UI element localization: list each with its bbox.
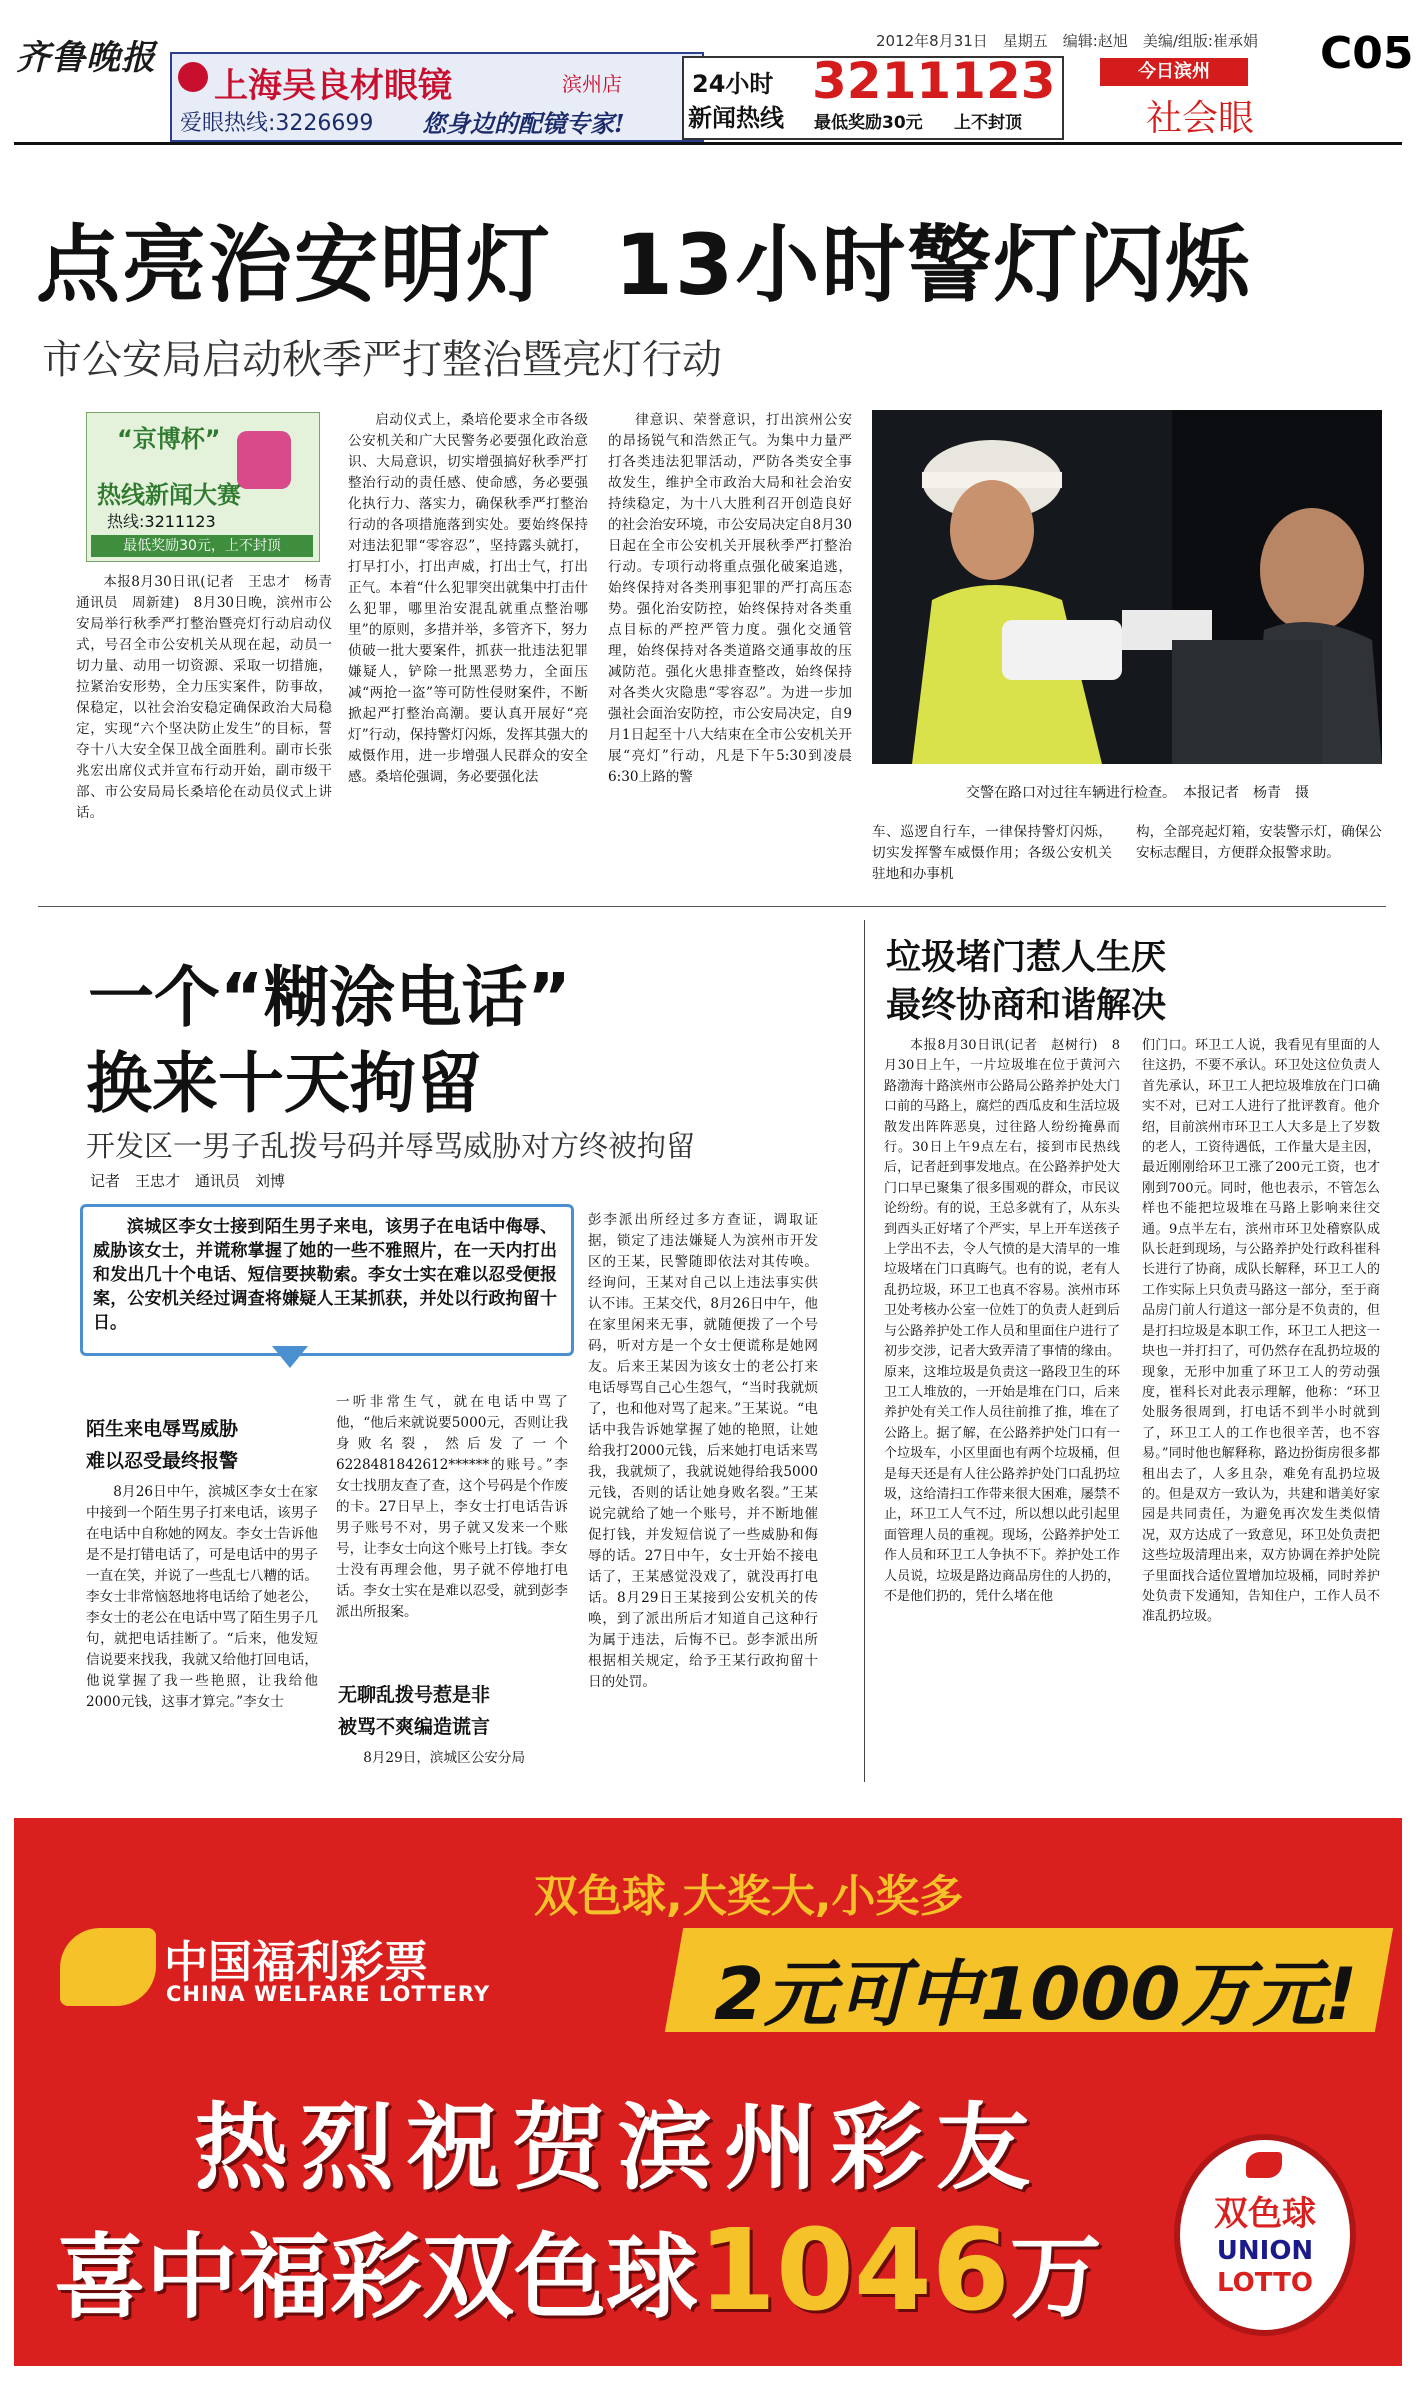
news-hotline-box: [682, 52, 1064, 140]
news-hotline-number: 3211123: [812, 52, 1056, 110]
story2-sub1-line2: 难以忍受最终报警: [86, 1450, 239, 1472]
story-divider: [864, 920, 865, 1782]
promo-box: [86, 412, 320, 562]
story1-photo: [872, 410, 1382, 764]
promo-note: 最低奖励30元，上不封顶: [91, 535, 313, 557]
news-hotline-note1: 最低奖励30元: [814, 113, 923, 133]
story3-column-2: 们门口。环卫工人说，我看见有里面的人往这扔，不要不承认。环卫处这位负责人首先承认，环卫工人把垃圾堆放在门口确实不对，已对工人进行了批评教育。他介绍，目前滨州市环卫工人大多是上了岁数的老人，工资待遇低，工作量大是主因，最近刚刚给环卫工涨了200元工资，也才刚到700元。同时，他也表示，不管怎么样也不能把垃圾堆在马路上影响来往交通。9点半左右，滨州市环卫处稽察队成队长赶到现场，与公路养护处行政科崔科长进行了协商，成队长解释，环卫工人的工作实际上只负责马路这一部分，至于商品房门前人行道这一部分是不负责的，但是打扫垃圾是本职工作，环卫工人把这一块也一并打扫了，可仍然存在乱扔垃圾的现象，无形中加重了环卫工人的劳动强度，崔科长对此表示理解，他称：“环卫处服务很周到，打电话不到半小时就到了，环卫工人的工作也很辛苦，也不容易。”同时他也解释称，路边扮街房很多都租出去了，人多且杂，难免有乱扔垃圾的。但是双方一致认为，共建和谐美好家园是共同责任，为避免再次发生类似情况，双方达成了一致意见，环卫处负责把这些垃圾清理出来，双方协调在养护处院子里面找合适位置增加垃圾桶，同时养护处负责下发通知，告知住户，工作人员不准乱扔垃圾。: [1142, 1038, 1380, 1625]
badge-en2: LOTTO: [1217, 2268, 1313, 2298]
badge-en1: UNION: [1216, 2236, 1314, 2266]
story2-summary-box: [80, 1204, 574, 1356]
story2-sub1-line1: 陌生来电辱骂威胁: [86, 1418, 239, 1440]
ad-headline2: [54, 2204, 1102, 2336]
masthead-rule: [14, 142, 1402, 145]
story2-column-3: 彭李派出所经过多方查证，调取证据，锁定了违法嫌疑人为滨州市开发区的王某，民警随即依法对其传唤。经询问，王某对自己以上违法事实供认不讳。王某交代，8月26日中午，他在家里闲来无事，就随便拨了一个号码，听对方是一个女士便谎称是她网友。后来王某因为该女士的老公打来电话辱骂自己心生怨气，“当时我就烦了，也和他对骂了起来。”王某说。“电话中我告诉她掌握了她的艳照，让她给我打2000元钱，后来她打电话来骂我，我就烦了，我就说她得给我5000元钱，否则的话让她身败名裂。”王某说完就给了她一个账号，并不断地催促打钱，并发短信说了一些威胁和侮辱的话。27日中午，女士开始不接电话了，王某感觉没戏了，就没再打电话。8月29日王某接到公安机关的传唤，到了派出所后才知道自己这种行为属于违法，后悔不已。彭李派出所根据相关规定，给予王某行政拘留十日的处罚。: [588, 1212, 818, 1690]
story1-subhead: 市公安局启动秋季严打整治暨亮灯行动: [42, 337, 722, 383]
welfare-lottery-logo-icon: [60, 1928, 156, 2006]
story2-subhead: 开发区一男子乱拨号码并辱骂威胁对方终被拘留: [86, 1129, 696, 1163]
union-lotto-badge: [1174, 2134, 1356, 2336]
story2-byline: 记者 王忠才 通讯员 刘博: [90, 1172, 286, 1190]
eyewear-logo-icon: [178, 62, 208, 92]
traffic-police-photo-icon: [872, 410, 1382, 764]
story1-column-1: 本报8月30日讯(记者 王忠才 杨青 通讯员 周新建) 8月30日晚，滨州市公安局举行秋季严打整治暨亮灯行动启动仪式，号召全市公安机关从现在起，动员一切力量、动用一切资源、采取一切措施，拉紧治安形势，全力压实案件，防事故，保稳定，以社会治安稳定确保政治大局稳定，实现“六个坚决防止发生”的目标，誓夺十八大安全保卫战全面胜利。副市长张兆宏出席仪式并宣布行动开始，副市级干部、市公安局局长桑培伦在动员仪式上讲话。: [76, 574, 346, 821]
story1-column-3: 律意识、荣誉意识，打出滨州公安的昂扬锐气和浩然正气。为集中力量严打各类违法犯罪活动，严防各类安全事故发生，维护全市政治大局和社会治安持续稳定，为十八大胜利召开创造良好的社会治安环境，市公安局决定自8月30日起在全市公安机关开展秋季严打整治行动。专项行动将重点强化破案追逃，始终保持对各类刑事犯罪的严打高压态势。强化治安防控，始终保持对各类重点目标的严控严管力度。强化交通管理，始终保持对各类道路交通事故的压减防范。强化火患排查整改，始终保持对各类火灾隐患“零容忍”。为进一步加强社会面治安防控，市公安局决定，自9月1日起至十八大结束在全市公安机关开展“亮灯”行动，凡是下午5:30到凌晨6:30上路的警: [608, 412, 852, 785]
story3-headline-line2: 最终协商和谐解决: [886, 986, 1167, 1026]
section-top: 今日滨州: [1100, 58, 1248, 86]
story2-sub2-line1: 无聊乱拨号惹是非: [338, 1684, 491, 1706]
story2-sub2-line2: 被骂不爽编造谎言: [338, 1716, 491, 1738]
story2-column-2: 一听非常生气，就在电话中骂了他，“他后来就说要5000元，否则让我身败名裂，然后发了一个6228481842612******的账号。”李女士找朋友查了查，这个号码是个作废的卡。27日早上，李女士打电话告诉男子账号不对，男子就又发来一个账号，让李女士向这个账号上打钱。李女士没有再理会他，男子就不停地打电话。李女士实在是难以忍受，就到彭李派出所报案。: [336, 1394, 568, 1620]
section-name: 社会眼: [1146, 98, 1255, 139]
promo-hotline: 热线:3211123: [107, 512, 216, 531]
slogan-large: 2元可中1000万元!: [714, 1952, 1358, 2036]
date-line: 2012年8月31日 星期五 编辑:赵旭 美编/组版:崔承娟: [876, 32, 1258, 50]
ad-headline1: 热烈祝贺滨州彩友: [194, 2094, 1043, 2203]
ad-eyewear-banner: [170, 52, 704, 142]
story2-headline-line1: 一个“糊涂电话”: [88, 959, 571, 1036]
story2-summary: 滨城区李女士接到陌生男子来电，该男子在电话中侮辱、威胁该女士，并谎称掌握了她的一些不雅照片，在一天内打出和发出几十个电话、短信要挟勒索。李女士实在难以忍受便报案，公安机关经过调查将嫌疑人王某抓获，并处以行政拘留十日。: [93, 1217, 557, 1333]
badge-cn: 双色球: [1214, 2194, 1316, 2234]
story2-headline-line2: 换来十天拘留: [86, 1045, 482, 1122]
story2-column-2b: 8月29日，滨城区公安分局: [363, 1750, 526, 1766]
slogan-small: 双色球,大奖大,小奖多: [534, 1871, 964, 1922]
summary-pointer: [272, 1346, 308, 1368]
ad-slogan: 您身边的配镜专家!: [422, 109, 625, 138]
page-number: C05: [1320, 28, 1414, 79]
promo-title1: “京博杯”: [117, 425, 221, 453]
ad-hotline: 爱眼热线:3226699: [180, 111, 374, 136]
story3-column-1: 本报8月30日讯(记者 赵树行) 8月30日上午，一片垃圾堆在位于黄河六路渤海十路滨州市公路局公路养护处大门口前的马路上，腐烂的西瓜皮和生活垃圾散发出阵阵恶臭，过往路人纷纷掩鼻而行。30日上午9点左右，接到市民热线后，记者赶到事发地点。在公路养护处大门口早已聚集了很多围观的群众，市民议论纷纷。有的说，王总多就有了，从东头到西头正好堵了个严实，早上开车送孩子上学出不去，令人气愤的是大清早的一堆垃圾堵在门口真晦气。也有的说，老有人乱扔垃圾，环卫工也真不容易。滨州市环卫处考核办公室一位姓丁的负责人赶到后与公路养护处工作人员和里面住户进行了初步交涉，记者大致弄清了事情的缘由。原来，这堆垃圾是负责这一路段卫生的环卫工人堆放的，一开始是堆在门口，后来养护处有关工作人员往前推了推，堆在了公路上。据了解，在公路养护处门口有一个垃圾车，小区里面也有两个垃圾桶，但是每天还是有人往公路养护处门口乱扔垃圾，这给清扫工作带来很大困难，屡禁不止，环卫工人气不过，所以想以此引起里面管理人员的重视。现场，公路养护处工作人员和环卫工人争执不下。养护处工作人员说，垃圾是路边商品房住的人扔的，不是他们扔的，凭什么堵在他: [884, 1038, 1120, 1604]
ad-headline2-amount: 1046: [698, 2206, 1010, 2336]
story1-headline: 点亮治安明灯 13小时警灯闪烁: [36, 216, 1252, 314]
story1-bottom-rule: [38, 906, 1386, 907]
telephone-icon: [237, 431, 291, 489]
story1-column-4: 车、巡逻自行车，一律保持警灯闪烁，切实发挥警车威慑作用；各级公安机关驻地和办事机: [872, 824, 1112, 882]
news-hotline-label1: 24小时: [692, 70, 774, 98]
ad-headline2-suffix: 万: [1009, 2224, 1102, 2331]
paper-name: 齐鲁晚报: [16, 38, 156, 78]
photo-caption: 交警在路口对过往车辆进行检查。 本报记者 杨青 摄: [966, 785, 1309, 801]
ad-brand: 上海吴良材眼镜: [214, 66, 452, 106]
news-hotline-note2: 上不封顶: [954, 113, 1022, 133]
story1-column-5: 构，全部亮起灯箱，安装警示灯，确保公安标志醒目，方便群众报警求助。: [1136, 824, 1382, 861]
logo-en: CHINA WELFARE LOTTERY: [166, 1982, 491, 2006]
news-hotline-label2: 新闻热线: [688, 104, 784, 132]
promo-title2: 热线新闻大赛: [97, 481, 241, 509]
lottery-ad: [14, 1818, 1402, 2366]
ad-headline2-prefix: 喜中福彩双色球: [54, 2224, 699, 2331]
story3-headline-line1: 垃圾堵门惹人生厌: [886, 938, 1167, 978]
ad-branch: 滨州店: [562, 72, 622, 96]
logo-cn: 中国福利彩票: [164, 1937, 428, 1988]
badge-logo-icon: [1246, 2152, 1282, 2178]
story1-column-2: 启动仪式上，桑培伦要求全市各级公安机关和广大民警务必要强化政治意识、大局意识，切实增强搞好秋季严打整治行动的责任感、使命感，务必要强化执行力、落实力，确保秋季严打整治行动的各项措施落到实处。要始终保持对违法犯罪“零容忍”，坚持露头就打，打早打小，打出声威，打出士气，打出正气。本着“什么犯罪突出就集中打击什么犯罪，哪里治安混乱就重点整治哪里”的原则，多措并举，多管齐下，努力侦破一批大要案件，抓获一批违法犯罪嫌疑人，铲除一批黑恶势力，全面压减“两抢一盗”等可防性侵财案件，不断掀起严打整治高潮。要认真开展好“亮灯”行动，保持警灯闪烁，发挥其强大的威慑作用，进一步增强人民群众的安全感。桑培伦强调，务必要强化法: [348, 412, 588, 785]
story2-column-1: 8月26日中午，滨城区李女士在家中接到一个陌生男子打来电话，该男子在电话中自称她的网友。李女士告诉他是不是打错电话了，可是电话中的男子一直在笑，并说了一些乱七八糟的话。李女士非常恼怒地将电话给了她老公，李女士的老公在电话中骂了陌生男子几句，就把电话挂断了。“后来，他发短信说要来找我，我就又给他打回电话，他说掌握了我一些艳照，让我给他2000元钱，这事才算完。”李女士: [86, 1484, 318, 1710]
